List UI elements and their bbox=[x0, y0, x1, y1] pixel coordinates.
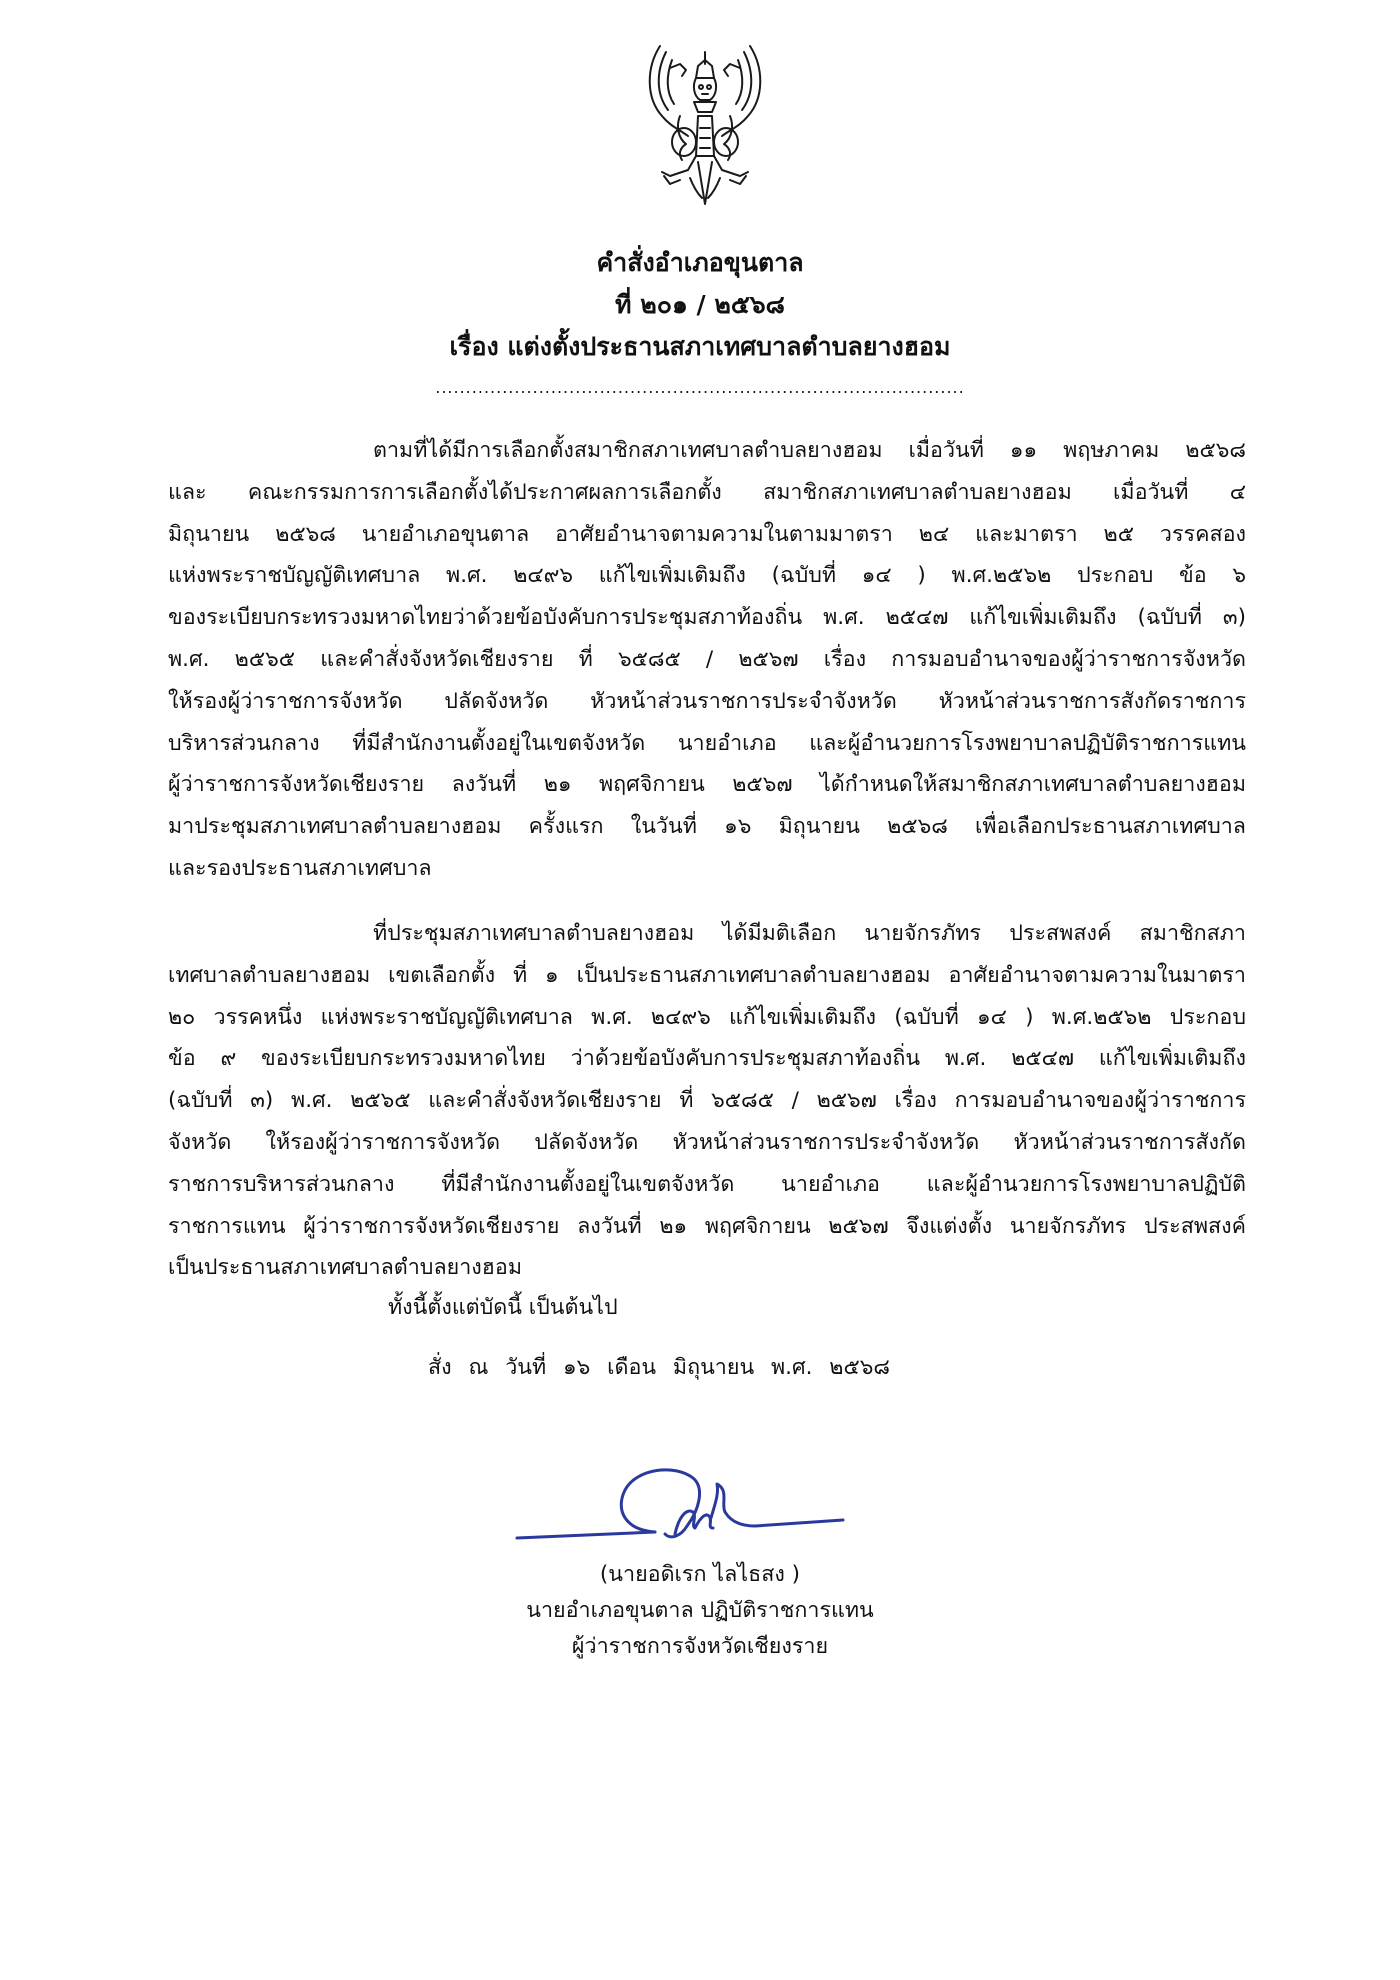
paragraph-line: ผู้ว่าราชการจังหวัดเชียงราย ลงวันที่ ๒๑ พฤศจิกายน ๒๕๖๗ ได้กำหนดให้สมาชิกสภาเทศบาลตำบลยางฮอม bbox=[168, 772, 1246, 798]
paragraph-line: ราชการแทน ผู้ว่าราชการจังหวัดเชียงราย ลงวันที่ ๒๑ พฤศจิกายน ๒๕๖๗ จึงแต่งตั้ง นายจักรภัทร ประสพสงค์ bbox=[168, 1213, 1246, 1239]
paragraph-line: ของระเบียบกระทรวงมหาดไทยว่าด้วยข้อบังคับการประชุมสภาท้องถิ่น พ.ศ. ๒๕๔๗ แก้ไขเพิ่มเติมถึง (ฉบับที่ ๓) bbox=[168, 605, 1246, 631]
paragraph-line: ราชการบริหารส่วนกลาง ที่มีสำนักงานตั้งอยู่ในเขตจังหวัด นายอำเภอ และผู้อำนวยการโรงพยาบาลปฏิบัติ bbox=[168, 1171, 1246, 1197]
paragraph-line: ข้อ ๙ ของระเบียบกระทรวงมหาดไทย ว่าด้วยข้อบังคับการประชุมสภาท้องถิ่น พ.ศ. ๒๕๔๗ แก้ไขเพิ่มเติมถึง bbox=[168, 1046, 1246, 1072]
paragraph-line: จังหวัด ให้รองผู้ว่าราชการจังหวัด ปลัดจังหวัด หัวหน้าส่วนราชการประจำจังหวัด หัวหน้าส่วนราชการสังกัด bbox=[168, 1129, 1246, 1155]
paragraph-line: และ คณะกรรมการการเลือกตั้งได้ประกาศผลการเลือกตั้ง สมาชิกสภาเทศบาลตำบลยางฮอม เมื่อวันที่ ๔ bbox=[168, 479, 1246, 505]
paragraph-line: ตามที่ได้มีการเลือกตั้งสมาชิกสภาเทศบาลตำบลยางฮอม เมื่อวันที่ ๑๑ พฤษภาคม ๒๕๖๘ bbox=[373, 438, 1246, 463]
paragraph-1 bbox=[168, 430, 1246, 890]
paragraph-line: เทศบาลตำบลยางฮอม เขตเลือกตั้ง ที่ ๑ เป็นประธานสภาเทศบาลตำบลยางฮอม อาศัยอำนาจตามความในมาตรา bbox=[168, 962, 1246, 988]
signatory-name: (นายอดิเรก ไลไธสง ) bbox=[599, 1562, 801, 1587]
paragraph-line: เป็นประธานสภาเทศบาลตำบลยางฮอม bbox=[168, 1255, 522, 1281]
title-separator: ....................................................................................... bbox=[435, 378, 965, 397]
signatory-title-2: ผู้ว่าราชการจังหวัดเชียงราย bbox=[571, 1634, 829, 1659]
issued-date: สั่ง ณ วันที่ ๑๖ เดือน มิถุนายน พ.ศ. ๒๕๖๘ bbox=[428, 1355, 890, 1380]
paragraph-line: และรองประธานสภาเทศบาล bbox=[168, 855, 432, 881]
effective-clause: ทั้งนี้ตั้งแต่บัดนี้ เป็นต้นไป bbox=[388, 1295, 618, 1320]
paragraph-line: พ.ศ. ๒๕๖๕ และคำสั่งจังหวัดเชียงราย ที่ ๖๕๘๕ / ๒๕๖๗ เรื่อง การมอบอำนาจของผู้ว่าราชการจังหวัด bbox=[168, 646, 1246, 672]
paragraph-line: (ฉบับที่ ๓) พ.ศ. ๒๕๖๕ และคำสั่งจังหวัดเชียงราย ที่ ๖๕๘๕ / ๒๕๖๗ เรื่อง การมอบอำนาจของผู้ว่าราชการ bbox=[168, 1088, 1246, 1114]
paragraph-2 bbox=[168, 913, 1246, 1289]
paragraph-line: ให้รองผู้ว่าราชการจังหวัด ปลัดจังหวัด หัวหน้าส่วนราชการประจำจังหวัด หัวหน้าส่วนราชการสังกัดราชการ bbox=[168, 688, 1246, 714]
garuda-emblem-icon bbox=[640, 38, 770, 218]
paragraph-line: แห่งพระราชบัญญัติเทศบาล พ.ศ. ๒๔๙๖ แก้ไขเพิ่มเติมถึง (ฉบับที่ ๑๔ ) พ.ศ.๒๕๖๒ ประกอบ ข้อ ๖ bbox=[168, 563, 1246, 589]
order-subject: เรื่อง แต่งตั้งประธานสภาเทศบาลตำบลยางฮอม bbox=[449, 332, 951, 361]
signatory-title: นายอำเภอขุนตาล ปฏิบัติราชการแทน bbox=[526, 1598, 874, 1623]
paragraph-line: บริหารส่วนกลาง ที่มีสำนักงานตั้งอยู่ในเขตจังหวัด นายอำเภอ และผู้อำนวยการโรงพยาบาลปฏิบัติราชการแทน bbox=[168, 730, 1246, 756]
paragraph-line: มาประชุมสภาเทศบาลตำบลยางฮอม ครั้งแรก ในวันที่ ๑๖ มิถุนายน ๒๕๖๘ เพื่อเลือกประธานสภาเทศบาล bbox=[168, 814, 1246, 840]
order-number: ที่ ๒๐๑ / ๒๕๖๘ bbox=[615, 290, 785, 319]
paragraph-line: มิถุนายน ๒๕๖๘ นายอำเภอขุนตาล อาศัยอำนาจตามความในตามมาตรา ๒๔ และมาตรา ๒๕ วรรคสอง bbox=[168, 521, 1246, 547]
handwritten-signature bbox=[515, 1460, 845, 1550]
order-title: คำสั่งอำเภอขุนตาล bbox=[596, 248, 804, 277]
paragraph-line: ที่ประชุมสภาเทศบาลตำบลยางฮอม ได้มีมติเลือก นายจักรภัทร ประสพสงค์ สมาชิกสภา bbox=[373, 921, 1246, 946]
paragraph-line: ๒๐ วรรคหนึ่ง แห่งพระราชบัญญัติเทศบาล พ.ศ. ๒๔๙๖ แก้ไขเพิ่มเติมถึง (ฉบับที่ ๑๔ ) พ.ศ.๒๕๖๒ ประกอบ bbox=[168, 1004, 1246, 1030]
